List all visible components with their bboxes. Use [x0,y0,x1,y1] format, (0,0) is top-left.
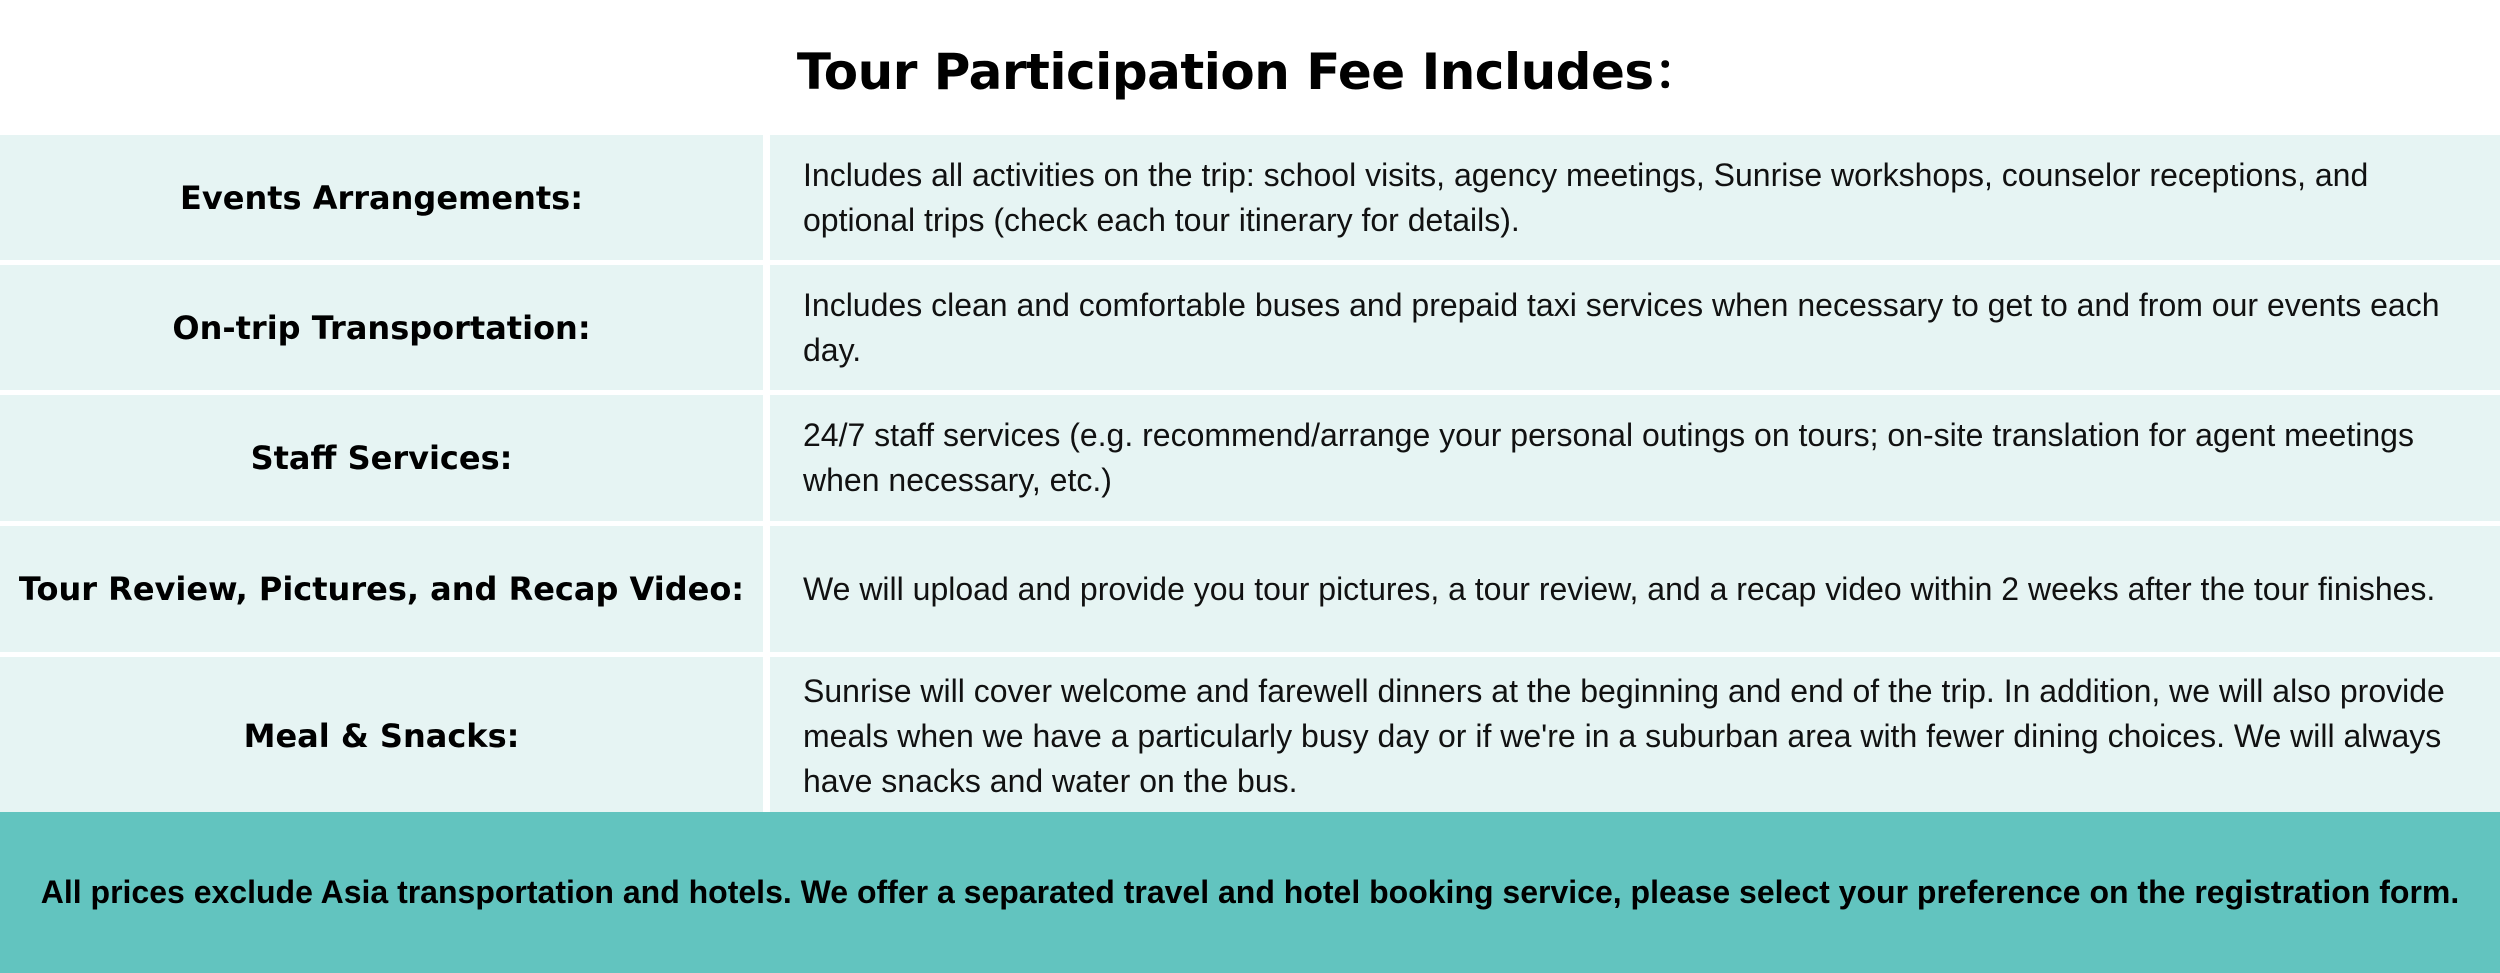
row-label: Tour Review, Pictures, and Recap Video: [0,526,770,652]
footer-note-banner [0,812,2500,973]
footer-note-text: All prices exclude Asia transportation and hotels. We offer a separated travel and hotel booking service, please select your preference on the registration form. [40,874,2460,910]
row-label: On-trip Transportation: [0,265,770,390]
row-label: Events Arrangements: [0,135,770,260]
table-row [0,657,2500,815]
table-row [0,265,2500,395]
row-description: We will upload and provide you tour pictures, a tour review, and a recap video within 2 weeks after the tour finishes. [770,526,2500,652]
table-row [0,135,2500,265]
fee-includes-table [0,135,2500,815]
row-description: Includes clean and comfortable buses and prepaid taxi services when necessary to get to and from our events each day. [770,265,2500,390]
row-label: Meal & Snacks: [0,657,770,815]
table-row [0,395,2500,526]
row-description: Includes all activities on the trip: school visits, agency meetings, Sunrise workshops, counselor receptions, and optional trips (check each tour itinerary for details). [770,135,2500,260]
page-title: Tour Participation Fee Includes： [796,42,1704,101]
row-description: Sunrise will cover welcome and farewell dinners at the beginning and end of the trip. In addition, we will also provide meals when we have a particularly busy day or if we're in a suburban area with fewer dining choices. We will always have snacks and water on the bus. [770,657,2500,815]
row-label: Staff Services: [0,395,770,521]
row-description: 24/7 staff services (e.g. recommend/arrange your personal outings on tours; on-site translation for agent meetings when necessary, etc.) [770,395,2500,521]
table-row [0,526,2500,657]
